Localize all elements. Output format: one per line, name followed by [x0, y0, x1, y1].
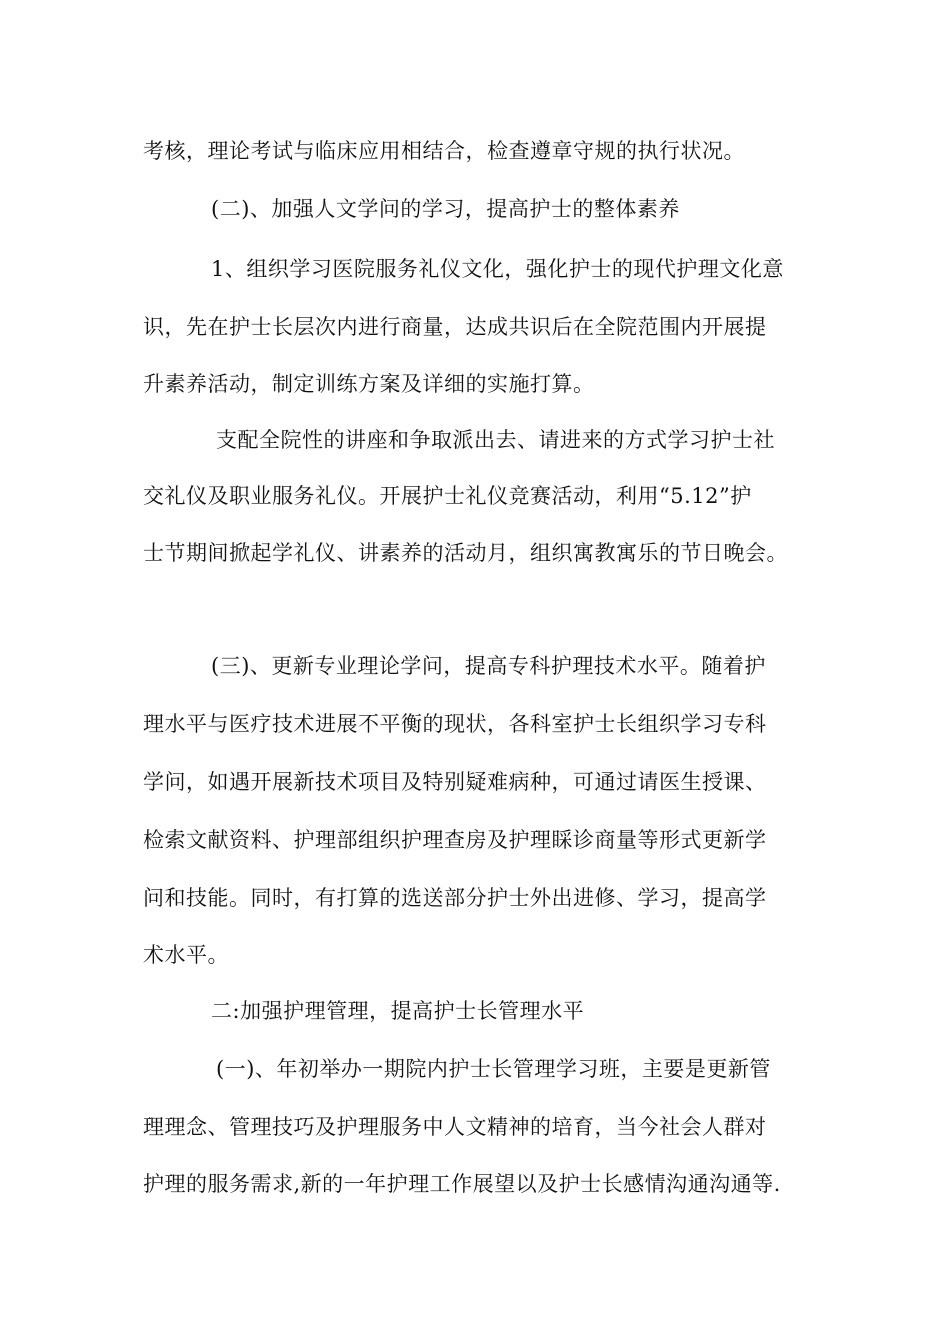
text-line: 检索文献资料、护理部组织护理查房及护理睬诊商量等形式更新学 [143, 828, 767, 852]
text-line: 问和技能。同时，有打算的选送部分护士外出进修、学习，提高学 [143, 886, 767, 910]
text-line: 术水平。 [143, 943, 229, 967]
section-heading: 二:加强护理管理，提高护士长管理水平 [211, 999, 585, 1023]
text-line: 升素养活动，制定训练方案及详细的实施打算。 [143, 372, 595, 396]
text-line: 考核，理论考试与临床应用相结合，检查遵章守规的执行状况。 [143, 139, 745, 163]
text-line: 士节期间掀起学礼仪、讲素养的活动月，组织寓教寓乐的节日晚会。 [143, 541, 788, 565]
section-heading: (三)、更新专业理论学问，提高专科护理技术水平。随着护 [211, 654, 766, 678]
section-heading: (二)、加强人文学问的学习，提高护士的整体素养 [211, 197, 680, 221]
text-line: 支配全院性的讲座和争取派出去、请进来的方式学习护士社 [216, 428, 775, 452]
text-line: 交礼仪及职业服务礼仪。开展护士礼仪竞赛活动，利用“5.12”护 [143, 484, 752, 508]
text-line: 理理念、管理技巧及护理服务中人文精神的培育，当今社会人群对 [143, 1115, 767, 1139]
text-line: 理水平与医疗技术进展不平衡的现状，各科室护士长组织学习专科 [143, 712, 767, 736]
section-heading: (一)、年初举办一期院内护士长管理学习班，主要是更新管 [216, 1057, 771, 1081]
text-line: 1、组织学习医院服务礼仪文化，强化护士的现代护理文化意 [211, 257, 784, 281]
text-line: 护理的服务需求,新的一年护理工作展望以及护士长感情沟通沟通等. [143, 1172, 781, 1196]
text-line: 识，先在护士长层次内进行商量，达成共识后在全院范围内开展提 [143, 315, 767, 339]
text-line: 学问，如遇开展新技术项目及特别疑难病种，可通过请医生授课、 [143, 770, 767, 794]
